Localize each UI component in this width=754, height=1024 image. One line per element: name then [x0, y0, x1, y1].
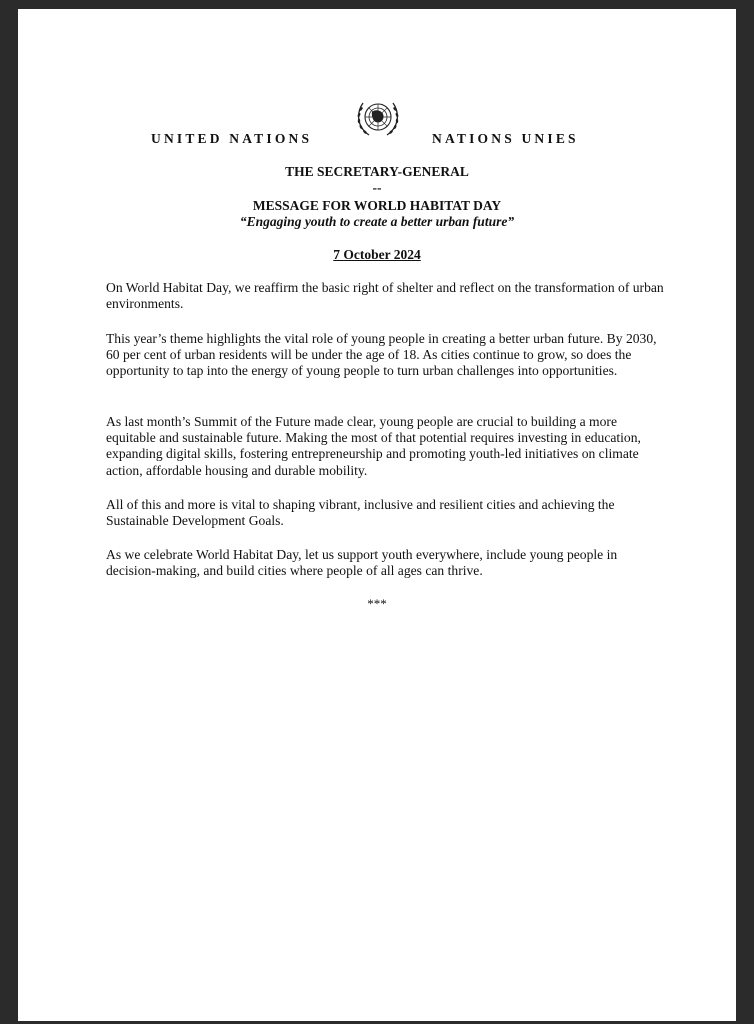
paragraph: All of this and more is vital to shaping vibrant, inclusive and resilient cities and achieving the Sustainable Development Goals. — [106, 497, 615, 529]
message-date: 7 October 2024 — [333, 247, 421, 262]
title-separator: -- — [372, 180, 382, 195]
paragraph: On World Habitat Day, we reaffirm the basic right of shelter and reflect on the transformation of urban environments. — [106, 280, 664, 312]
un-emblem-icon — [353, 95, 403, 141]
end-mark: *** — [367, 596, 387, 611]
paragraph: As last month’s Summit of the Future made clear, young people are crucial to building a more equitable and sustainable future. Making the most of that potential requires investing in education, expanding digital skills, fostering entrepreneurship and promoting youth-led initiatives on climate action, affordable housing and durable mobility. — [106, 414, 641, 478]
office-title: THE SECRETARY-GENERAL — [285, 164, 469, 179]
org-name-french: NATIONS UNIES — [432, 131, 579, 146]
theme-subtitle: “Engaging youth to create a better urban future” — [239, 214, 515, 229]
message-title: MESSAGE FOR WORLD HABITAT DAY — [252, 198, 502, 213]
org-name-english: UNITED NATIONS — [151, 131, 313, 146]
paragraph: As we celebrate World Habitat Day, let us support youth everywhere, include young people in decision-making, and build cities where people of all ages can thrive. — [106, 547, 618, 579]
paragraph: This year’s theme highlights the vital role of young people in creating a better urban future. By 2030, 60 per cent of urban residents will be under the age of 18. As cities continue to grow, so does the opportunity to tap into the energy of young people to turn urban challenges into opportunities. — [106, 331, 657, 379]
